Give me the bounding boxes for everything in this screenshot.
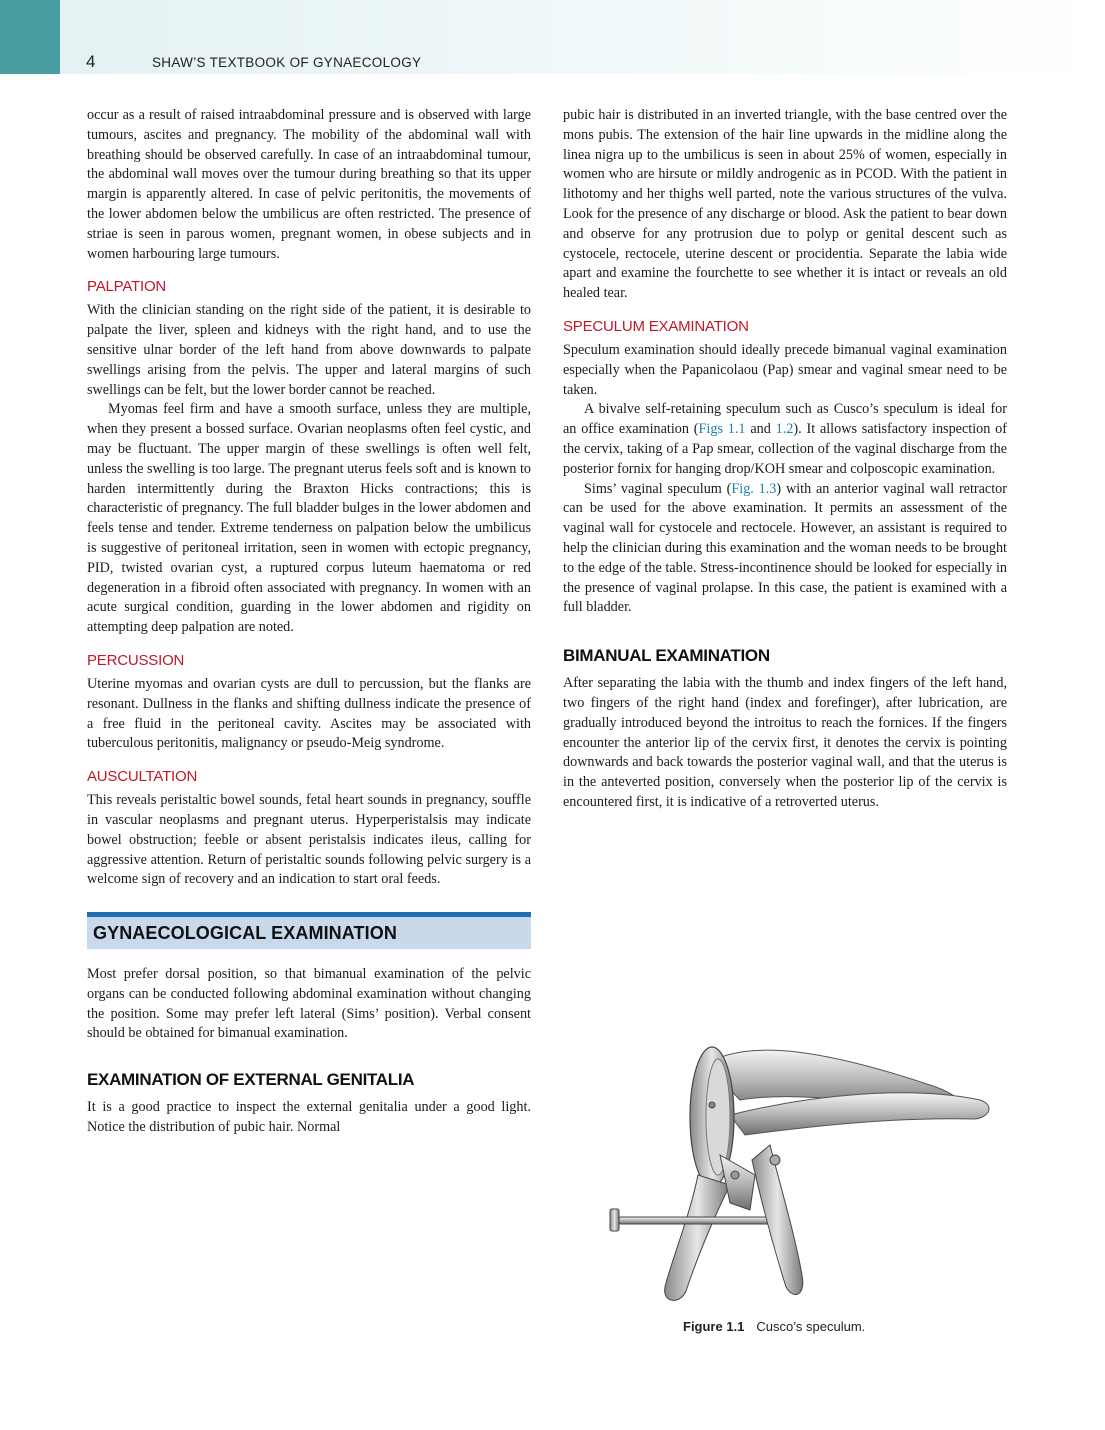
- figure-label: Figure 1.1: [683, 1319, 745, 1334]
- palpation-paragraph-1: With the clinician standing on the right side of the patient, it is desirable to palpate the liver, spleen and kidneys with the right hand, and to use the sensitive ulnar border of the left hand from above downwards to palpate swellings arising from the pelvis. The upper and lateral margins of such swellings can be felt, but the lower border cannot be reached.: [87, 302, 531, 398]
- percussion-heading: PERCUSSION: [87, 651, 185, 669]
- bimanual-heading: BIMANUAL EXAMINATION: [563, 646, 770, 666]
- running-title: SHAW’S TEXTBOOK OF GYNAECOLOGY: [152, 55, 422, 70]
- palpation-paragraph-2: Myomas feel firm and have a smooth surface, unless they are multiple, when they present a bossed surface. Ovarian neoplasms often feel cystic, and may be fluctuant. The upper margin of these swellings is often well felt, unless the swelling is too large. The pregnant uterus feels soft and is known to harden intermittently during the Braxton Hicks contractions; this is characteristic of pregnancy. The full bladder bulges in the lower abdomen and feels tense and tender. Extreme tenderness on palpation below the umbilicus is suggestive of peritoneal irritation, seen in women with ectopic pregnancy, PID, twisted ovarian cyst, a ruptured corpus luteum haematoma or red degeneration in a fibroid often associated with pregnancy. In women with an acute surgical condition, guarding in the lower abdomen and rigidity on attempting deep palpation are noted.: [87, 401, 531, 636]
- page-number: 4: [86, 52, 96, 71]
- figure-reference-link[interactable]: Fig. 1.3: [731, 480, 777, 497]
- speculum-paragraph-3: [563, 480, 1007, 619]
- left-column: [87, 106, 531, 1138]
- intro-paragraph: occur as a result of raised intraabdominal pressure and is observed with large tumours, ascites and pregnancy. The mobility of the abdominal wall with breathing should be observed carefully. In case of an intraabdominal tumour, the abdominal wall moves over the tumour during breathing so that its upper margin is apparently altered. In case of pelvic peritonitis, the movements of the lower abdomen below the umbilicus are often restricted. The presence of striae is seen in parous women, pregnant women, in obese subjects and in women harbouring large tumours.: [87, 107, 531, 262]
- bimanual-paragraph: After separating the labia with the thumb and index fingers of the left hand, two fingers of the right hand (index and forefinger), after lubrication, are gradually introduced beyond the introitus to reach the fornices. If the fingers encounter the anterior lip of the cervix first, it denotes the cervix is pointing downwards and back towards the posterior vaginal wall, and that the uterus is in the anteverted position, conversely when the posterior lip of the cervix is encountered first, it is indicative of a retroverted uterus.: [563, 675, 1007, 810]
- header-color-tab: [0, 0, 60, 74]
- speculum-p3-text-b: ) with an anterior vaginal wall retractor can be used for the above examination. It permits an assessment of the vaginal wall for cystocele and rectocele. However, an assistant is required to help the clinician during this examination and the woman needs to be brought to the edge of the table. Stress-incontinence should be looked for especially in the presence of vaginal prolapse. In this case, the patient is examined with a full bladder.: [563, 480, 1007, 616]
- auscultation-heading: AUSCULTATION: [87, 768, 198, 786]
- figure-caption: [683, 1319, 865, 1334]
- figure-caption-text: Cusco’s speculum.: [756, 1319, 866, 1334]
- speculum-p2-and: and: [745, 421, 776, 438]
- palpation-heading: PALPATION: [87, 278, 167, 296]
- percussion-paragraph: Uterine myomas and ovarian cysts are dull to percussion, but the flanks are resonant. Dullness in the flanks and shifting dullness indicate the presence of a free fluid in the peritoneal cavity. Ascites may be associated with tuberculous peritonitis, malignancy or pseudo-Meig syndrome.: [87, 675, 531, 752]
- gynaecological-paragraph: Most prefer dorsal position, so that bimanual examination of the pelvic organs can be conducted following abdominal examination without changing the position. Some may prefer left lateral (Sims’ position). Verbal consent should be obtained for bimanual examination.: [87, 966, 531, 1042]
- speculum-paragraph-2: [563, 400, 1007, 479]
- gynaecological-examination-heading: GYNAECOLOGICAL EXAMINATION: [93, 922, 397, 943]
- speculum-p2-text-a: A bivalve self-retaining speculum such as Cusco’s speculum is ideal for an office examination (: [563, 401, 1007, 438]
- external-genitalia-paragraph: It is a good practice to inspect the external genitalia under a good light. Notice the distribution of pubic hair. Normal: [87, 1099, 531, 1136]
- speculum-paragraph-1: Speculum examination should ideally precede bimanual vaginal examination especially when the Papanicolaou (Pap) smear and vaginal smear need to be taken.: [563, 341, 1007, 398]
- right-column: [563, 106, 1007, 813]
- figure-reference-link[interactable]: Figs 1.1: [698, 421, 746, 438]
- cusco-speculum-figure: [580, 1025, 1000, 1315]
- pubic-hair-paragraph: pubic hair is distributed in an inverted triangle, with the base centred over the mons pubis. The extension of the hair line upwards in the midline along the linea nigra up to the umbilicus is seen in about 25% of women, especially in women who are hirsute or mildly androgenic as in PCOD. With the patient in lithotomy and her thighs well parted, note the various structures of the vulva. Look for the presence of any discharge or blood. Ask the patient to bear down and observe for any protrusion due to polyp or genital descent such as cystocele, rectocele, uterine descent or procidentia. Separate the labia wide apart and examine the fourchette to see whether it is intact or reveals an old healed tear.: [563, 107, 1007, 302]
- speculum-p2-text-b: ). It allows satisfactory inspection of the cervix, taking of a Pap smear, collection of the vaginal discharge from the posterior fornix for hanging drop/KOH smear and colposcopic examination.: [563, 421, 1007, 477]
- auscultation-paragraph: This reveals peristaltic bowel sounds, fetal heart sounds in pregnancy, souffle in vascular neoplasms and pregnant uterus. Hyperperistalsis may indicate bowel obstruction; feeble or absent peristalsis indicates ileus, calling for aggressive attention. Return of peristaltic sounds following pelvic surgery is a welcome sign of recovery and an indication to start oral feeds.: [87, 792, 531, 888]
- external-genitalia-heading: EXAMINATION OF EXTERNAL GENITALIA: [87, 1070, 415, 1090]
- speculum-heading: SPECULUM EXAMINATION: [563, 317, 749, 335]
- figure-reference-link[interactable]: 1.2: [775, 421, 794, 438]
- gynaecological-examination-banner: [87, 912, 531, 949]
- speculum-illustration: [580, 1025, 1000, 1315]
- speculum-p3-text-a: Sims’ vaginal speculum (: [584, 480, 732, 497]
